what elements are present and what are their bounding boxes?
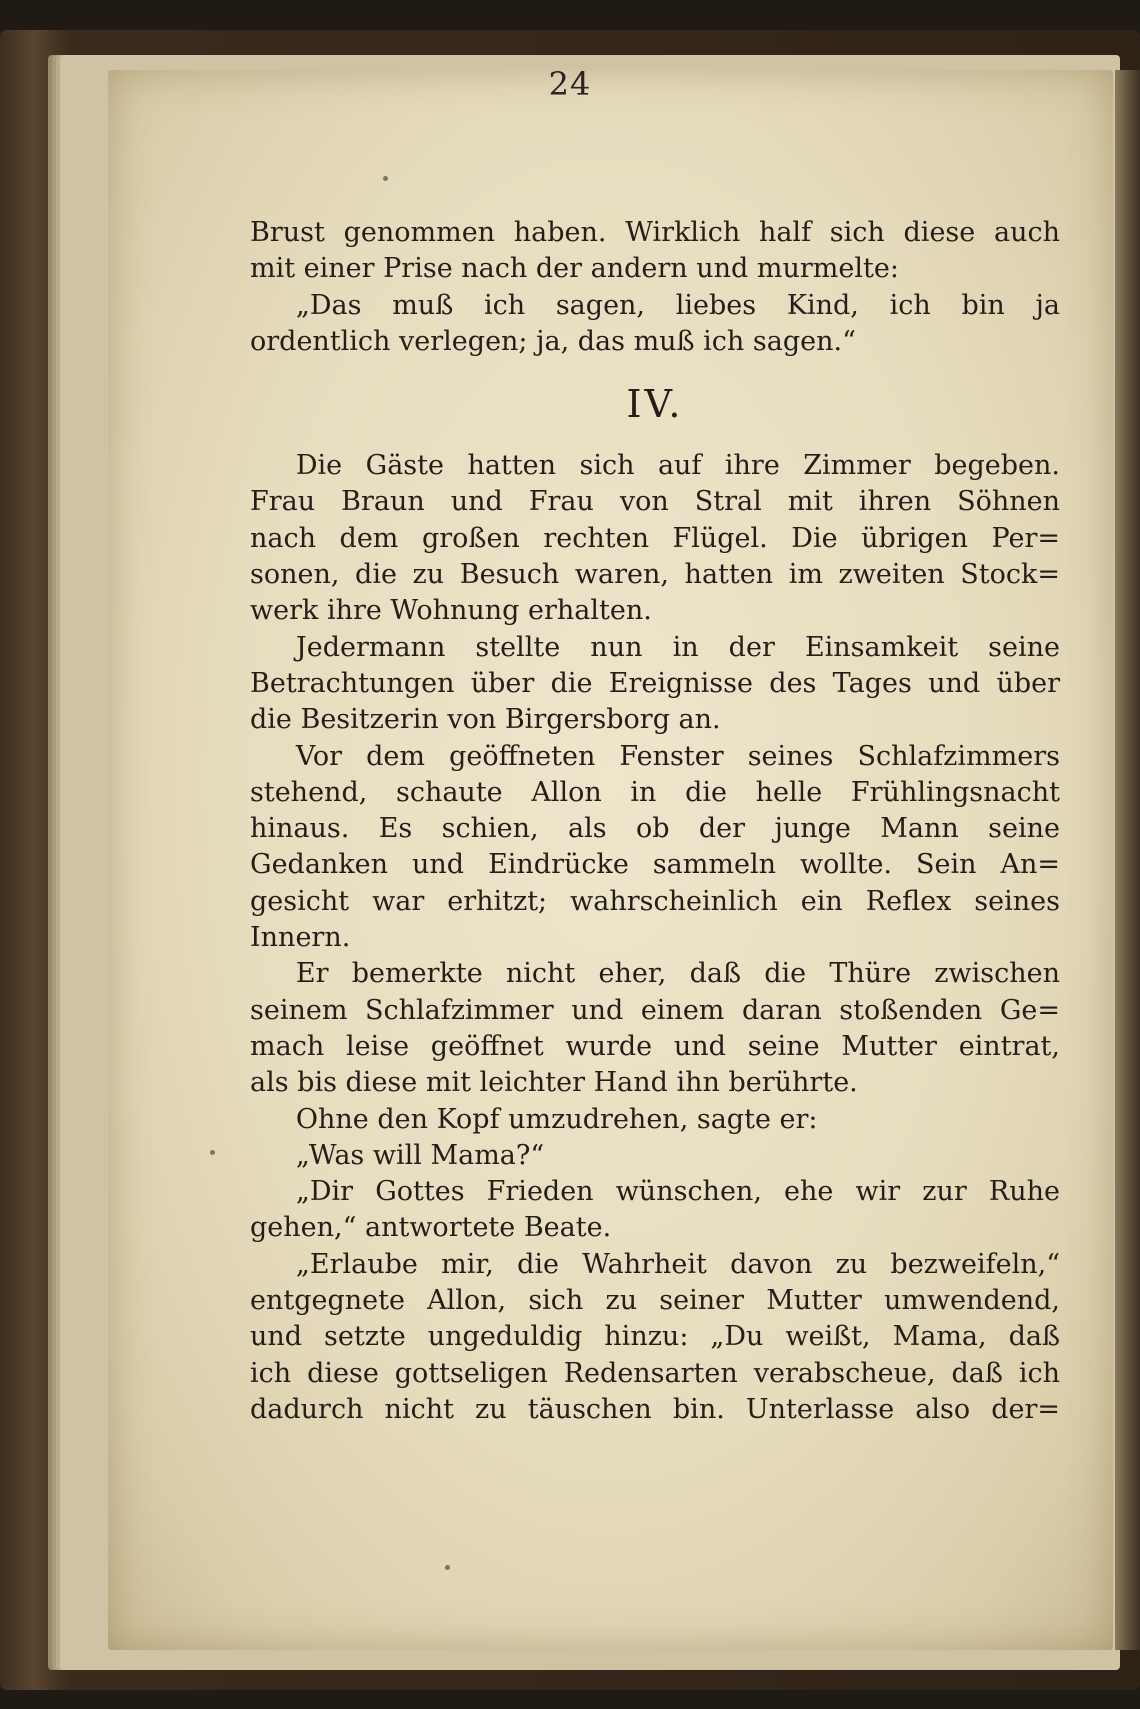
text-line: Gedanken und Eindrücke sammeln wollte. Sein An=	[250, 849, 1060, 881]
text-line: entgegnete Allon, sich zu seiner Mutter umwendend,	[250, 1285, 1060, 1317]
text-line: seinem Schlafzimmer und einem daran stoßenden Ge=	[250, 994, 1060, 1026]
chapter-heading: IV.	[626, 382, 684, 427]
text-line: Jedermann stellte nun in der Einsamkeit seine	[295, 631, 1060, 663]
text-line: werk ihre Wohnung erhalten.	[250, 595, 652, 627]
page-body	[250, 215, 1060, 1428]
text-line: Betrachtungen über die Ereignisse des Tages und über	[250, 667, 1060, 699]
text-line: Brust genommen haben. Wirklich half sich diese auch	[250, 217, 1060, 248]
text-line: Er bemerkte nicht eher, daß die Thüre zwischen	[295, 958, 1060, 990]
book-gutter	[1115, 70, 1140, 1650]
text-line: sonen, die zu Besuch waren, hatten im zweiten Stock=	[250, 559, 1060, 591]
text-line: mit einer Prise nach der andern und murmelte:	[250, 253, 899, 285]
text-line: als bis diese mit leichter Hand ihn berührte.	[250, 1067, 858, 1099]
text-line: Innern.	[250, 922, 351, 954]
page-number: 24	[548, 65, 592, 103]
text-line: „Dir Gottes Frieden wünschen, ehe wir zur Ruhe	[295, 1176, 1060, 1208]
text-line: Ohne den Kopf umzudrehen, sagte er:	[295, 1103, 818, 1135]
text-line: Die Gäste hatten sich auf ihre Zimmer begeben.	[295, 450, 1060, 482]
text-line: gesicht war erhitzt; wahrscheinlich ein Reflex seines	[250, 885, 1060, 917]
text-line: nach dem großen rechten Flügel. Die übrigen Per=	[250, 522, 1060, 554]
text-line: Frau Braun und Frau von Stral mit ihren Söhnen	[250, 486, 1060, 518]
text-line: gehen,“ antwortete Beate.	[250, 1212, 612, 1244]
text-line: dadurch nicht zu täuschen bin. Unterlasse also der=	[250, 1393, 1060, 1425]
ink-speck	[383, 176, 388, 181]
text-line: Vor dem geöffneten Fenster seines Schlafzimmers	[295, 740, 1060, 772]
text-line: „Was will Mama?“	[295, 1139, 545, 1171]
text-line: und setzte ungeduldig hinzu: „Du weißt, Mama, daß	[250, 1321, 1060, 1353]
text-line: „Das muß ich sagen, liebes Kind, ich bin ja	[295, 289, 1060, 321]
text-line: hinaus. Es schien, als ob der junge Mann seine	[250, 813, 1060, 845]
text-line: mach leise geöffnet wurde und seine Mutter eintrat,	[250, 1030, 1060, 1062]
text-line: die Besitzerin von Birgersborg an.	[250, 704, 721, 736]
ink-speck	[210, 1150, 215, 1155]
ink-speck	[445, 1565, 450, 1570]
text-line: ich diese gottseligen Redensarten verabscheue, daß ich	[250, 1357, 1060, 1389]
text-line: „Erlaube mir, die Wahrheit davon zu bezweifeln,“	[295, 1248, 1060, 1280]
text-line: stehend, schaute Allon in die helle Frühlingsnacht	[250, 776, 1060, 808]
text-line: ordentlich verlegen; ja, das muß ich sagen.“	[250, 325, 856, 357]
